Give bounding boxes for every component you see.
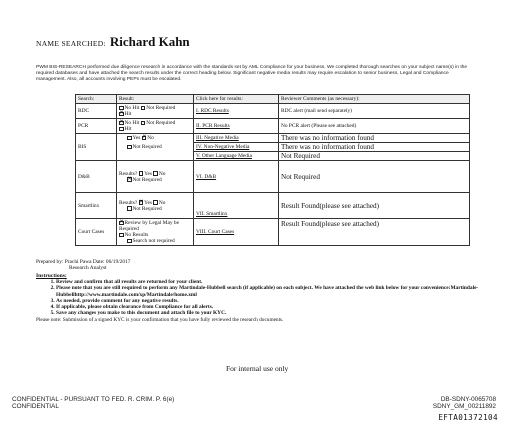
footer-confidential: CONFIDENTIAL xyxy=(12,403,59,410)
label-hit: Hit xyxy=(124,126,132,132)
link-court-cases[interactable]: VIII. Court Cases xyxy=(196,229,235,235)
checkbox-yes[interactable] xyxy=(127,136,132,141)
checkbox-yes[interactable] xyxy=(139,171,144,176)
checkbox-hit-checked[interactable] xyxy=(119,112,124,117)
header-links: Click here for results: xyxy=(194,95,279,104)
comment-other-language-media[interactable]: Not Required xyxy=(281,152,320,160)
label-no-hit: No Hit xyxy=(124,120,140,126)
link-rdc-results[interactable]: I. RDC Results xyxy=(196,108,229,114)
checkbox-not-required-checked[interactable] xyxy=(127,177,132,182)
link-negative-media[interactable]: III. Negative Media xyxy=(196,135,239,141)
footer-left xyxy=(12,396,174,410)
prepared-by xyxy=(36,259,130,271)
link-cell-smartlinx xyxy=(194,193,279,219)
results-table xyxy=(75,94,470,246)
label-yes: Yes xyxy=(144,199,152,206)
instructions-block xyxy=(36,273,486,323)
search-dnb: D&B xyxy=(76,161,117,193)
submission-note: Please note: Submission of a signed KYC is your confirmation that you have fully reviewed the research documents. xyxy=(36,316,284,323)
list-item: 2. Please note that you are still required to perform any Martindale-Hubbell search (if applicable) on each subject. We have attached the web link below for your convenience:Martindale-Hubbellhttp://www.martindale.com/xp/Martindale/home.xml xyxy=(56,285,486,298)
label-not-required: Not Required xyxy=(146,105,176,111)
label-no-hit: No Hit xyxy=(124,105,140,111)
checkbox-search-not-required[interactable] xyxy=(127,239,132,244)
label-review-legal: Review by Legal May be Required xyxy=(119,220,179,232)
comment-pcr[interactable]: No PCR alert (Please see attached) xyxy=(279,119,470,134)
checkbox-no-results[interactable] xyxy=(119,233,124,238)
subject-name: Richard Kahn xyxy=(109,34,190,49)
link-other-language-media[interactable]: V. Other Language Media xyxy=(196,153,252,159)
result-dnb xyxy=(117,161,194,193)
search-rdc: RDC xyxy=(76,104,117,119)
footer-doc-id: DB-SDNY-0065708 xyxy=(440,396,496,403)
comment-negative-media[interactable]: There was no information found xyxy=(279,134,469,143)
name-searched-label: NAME SEARCHED: xyxy=(36,39,106,48)
label-no-results: No Results xyxy=(124,232,149,238)
list-item: 1. Review and confirm that all results are returned for your client. xyxy=(56,279,486,285)
link-cell-bis xyxy=(194,134,279,161)
comment-court-cases[interactable]: Result Found(please see attached) xyxy=(279,219,470,246)
label-results: Results? xyxy=(119,199,138,206)
name-searched-header xyxy=(36,33,190,51)
checkbox-no-checked[interactable] xyxy=(142,136,147,141)
result-rdc xyxy=(117,104,194,119)
internal-use-label: For internal use only xyxy=(226,364,289,373)
label-results: Results? xyxy=(119,170,138,177)
header-result: Result: xyxy=(117,95,194,104)
link-cell-rdc xyxy=(194,104,279,119)
checkbox-no-hit[interactable] xyxy=(119,106,124,111)
label-no: No xyxy=(158,199,166,206)
bates-number: EFTA01372104 xyxy=(438,413,498,422)
label-search-not-required: Search not required xyxy=(132,238,175,244)
label-yes: Yes xyxy=(132,135,141,141)
footer-right xyxy=(433,396,496,410)
label-hit: Hit xyxy=(124,111,132,117)
table-row-rdc xyxy=(76,104,470,119)
result-smartlinx xyxy=(117,193,194,219)
intro-paragraph: PWM BIS-RESEARCH performed due diligence research in accordance with the standards set by AML Compliance for your business. We completed thorough searches on your subject name(s) in the required databases and have attached the search results under the correct heading below. Significant negative media results may require escalation to senior business, Legal and Compliance management. Also, all accounts involving PEPs must be escalated. xyxy=(36,65,468,83)
checkbox-no[interactable] xyxy=(153,200,158,205)
checkbox-not-required[interactable] xyxy=(141,121,146,126)
label-no: No xyxy=(158,170,166,177)
comment-cell-bis xyxy=(279,134,470,161)
header-comments: Reviewer Comments (as necessary): xyxy=(279,95,470,104)
instructions-list xyxy=(36,279,486,317)
checkbox-not-required[interactable] xyxy=(127,145,132,150)
checkbox-not-required[interactable] xyxy=(141,106,146,111)
checkbox-hit[interactable] xyxy=(119,127,124,132)
header-search: Search: xyxy=(76,95,117,104)
table-row-court-cases xyxy=(76,219,470,246)
footer-sdny-id: SDNY_GM_00211892 xyxy=(432,403,496,410)
link-cell-dnb xyxy=(194,161,279,193)
checkbox-not-required[interactable] xyxy=(127,206,132,211)
label-not-required: Not Required xyxy=(132,205,162,212)
label-yes: Yes xyxy=(144,170,152,177)
link-cell-pcr xyxy=(194,119,279,134)
checkbox-review-legal-checked[interactable] xyxy=(119,221,124,226)
link-smartlinx[interactable]: VII. Smartlinx xyxy=(196,211,228,217)
table-header-row xyxy=(76,95,470,104)
link-cell-court-cases xyxy=(194,219,279,246)
link-pcr-results[interactable]: II. PCR Results xyxy=(196,123,230,129)
table-row-pcr xyxy=(76,119,470,134)
footer-confidential-rule: CONFIDENTIAL - PURSUANT TO FED. R. CRIM. P. 6(e) xyxy=(12,396,175,403)
table-row-smartlinx xyxy=(76,193,470,219)
search-smartlinx: Smartlinx xyxy=(76,193,117,219)
label-not-required: Not Required xyxy=(132,176,162,183)
comment-rdc[interactable]: RDC alert (mail send separately) xyxy=(279,104,470,119)
prepared-by-line: Prepared by: Prachi Pawa Date: 06/19/2017 xyxy=(36,259,131,265)
search-bis: BIS xyxy=(76,134,117,161)
link-dnb[interactable]: VI. D&B xyxy=(196,173,217,180)
result-bis xyxy=(117,134,194,161)
comment-smartlinx[interactable]: Result Found(please see attached) xyxy=(279,193,470,219)
list-item: 3. As needed, provide comment for any negative results. xyxy=(56,298,486,304)
table-row-dnb xyxy=(76,161,470,193)
label-no: No xyxy=(147,135,154,141)
result-court-cases xyxy=(117,219,194,246)
list-item: 4. If applicable, please obtain clearance from Compliance for all alerts. xyxy=(56,304,486,310)
checkbox-yes-checked[interactable] xyxy=(139,200,144,205)
checkbox-no[interactable] xyxy=(153,171,158,176)
search-pcr: PCR xyxy=(76,119,117,134)
search-court-cases: Court Cases xyxy=(76,219,117,246)
label-not-required: Not Required xyxy=(132,144,162,150)
link-non-negative-media[interactable]: IV. Non-Negative Media xyxy=(196,144,250,150)
result-pcr xyxy=(117,119,194,134)
comment-dnb[interactable]: Not Required xyxy=(279,161,470,193)
list-item: 5. Save any changes you make to this document and attach file to your KYC. xyxy=(56,310,486,316)
instructions-heading: Instructions: xyxy=(36,273,67,279)
label-not-required: Not Required xyxy=(146,120,176,126)
comment-non-negative-media[interactable]: There was no information found xyxy=(279,143,469,152)
prepared-by-title: Research Analyst xyxy=(69,265,107,271)
table-row-bis xyxy=(76,134,470,161)
checkbox-no-hit-checked[interactable] xyxy=(119,121,124,126)
